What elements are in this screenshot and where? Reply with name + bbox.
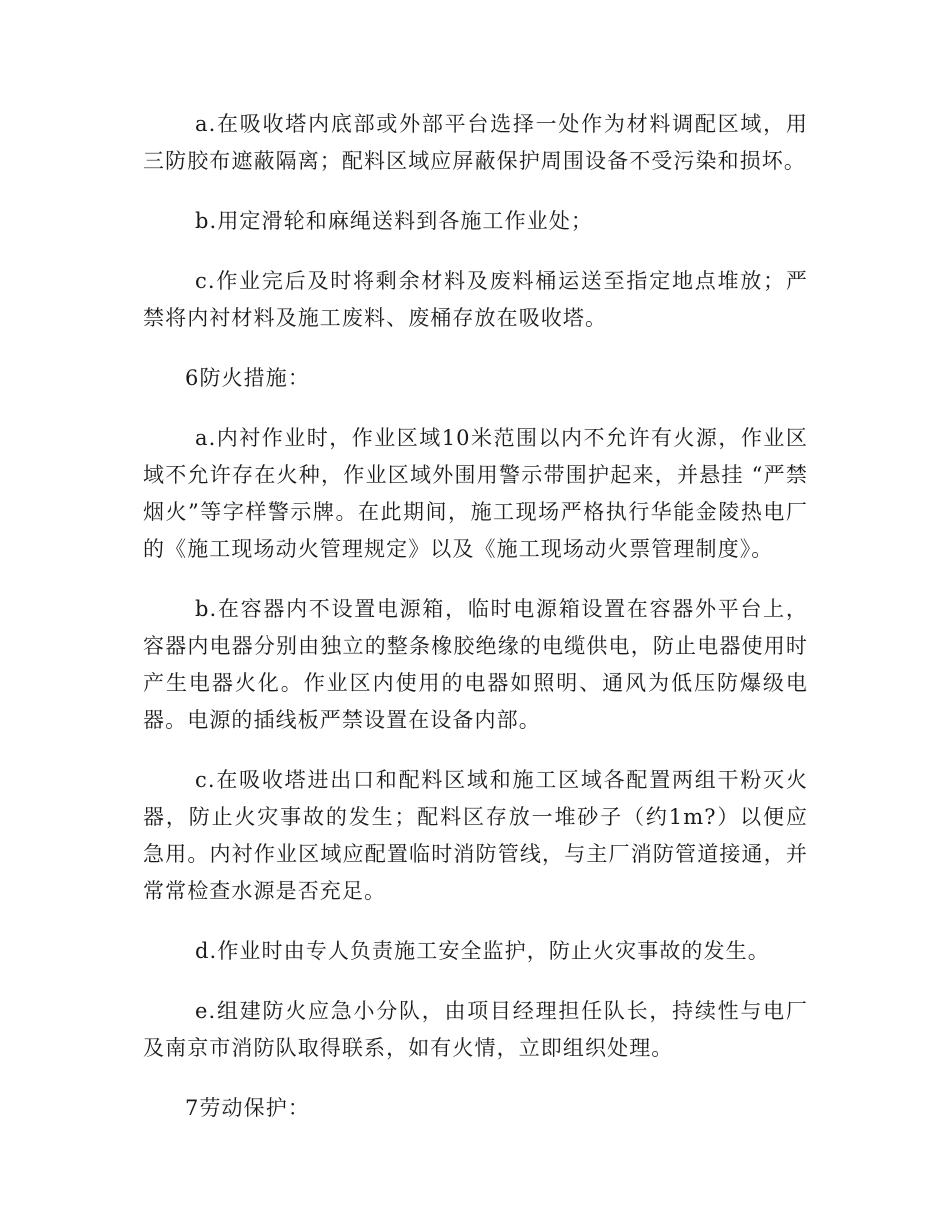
- paragraph-e-emergency-team: e.组建防火应急小分队，由项目经理担任队长，持续性与电厂及南京市消防队取得联系，如有火情，立即组织处理。: [143, 999, 808, 1060]
- document-body: [143, 106, 808, 1150]
- section-heading-labor-protection: 7劳动保护：: [185, 1096, 310, 1120]
- paragraph-a-no-fire-source: a.内衬作业时，作业区域10米范围以内不允许有火源，作业区域不允许存在火种，作业区域外围用警示带围护起来，并悬挂 “严禁烟火”等字样警示牌。在此期间，施工现场严格执行华能金陵热电厂的《施工现场动火管理规定》以及《施工现场动火票管理制度》。: [143, 426, 808, 561]
- section-heading-fire-prevention: 6防火措施：: [185, 366, 310, 390]
- paragraph-d-safety-supervision: d.作业时由专人负责施工安全监护，防止火灾事故的发生。: [195, 939, 770, 963]
- paragraph-c-waste-removal: c.作业完后及时将剩余材料及废料桶运送至指定地点堆放；严禁将内衬材料及施工废料、废桶存放在吸收塔。: [143, 269, 808, 330]
- paragraph-b-power-box: b.在容器内不设置电源箱，临时电源箱设置在容器外平台上，容器内电器分别由独立的整条橡胶绝缘的电缆供电，防止电器使用时产生电器火化。作业区内使用的电器如照明、通风为低压防爆级电器。电源的插线板严禁设置在设备内部。: [143, 597, 808, 732]
- paragraph-b-pulley-delivery: b.用定滑轮和麻绳送料到各施工作业处；: [195, 209, 594, 233]
- paragraph-c-extinguishers: c.在吸收塔进出口和配料区域和施工区域各配置两组干粉灭火器，防止火灾事故的发生；配料区存放一堆砂子（约1m?）以便应急用。内衬作业区域应配置临时消防管线，与主厂消防管道接通，并常常检查水源是否充足。: [143, 768, 808, 903]
- paragraph-a-material-area: a.在吸收塔内底部或外部平台选择一处作为材料调配区域，用三防胶布遮蔽隔离；配料区域应屏蔽保护周围设备不受污染和损坏。: [143, 112, 808, 173]
